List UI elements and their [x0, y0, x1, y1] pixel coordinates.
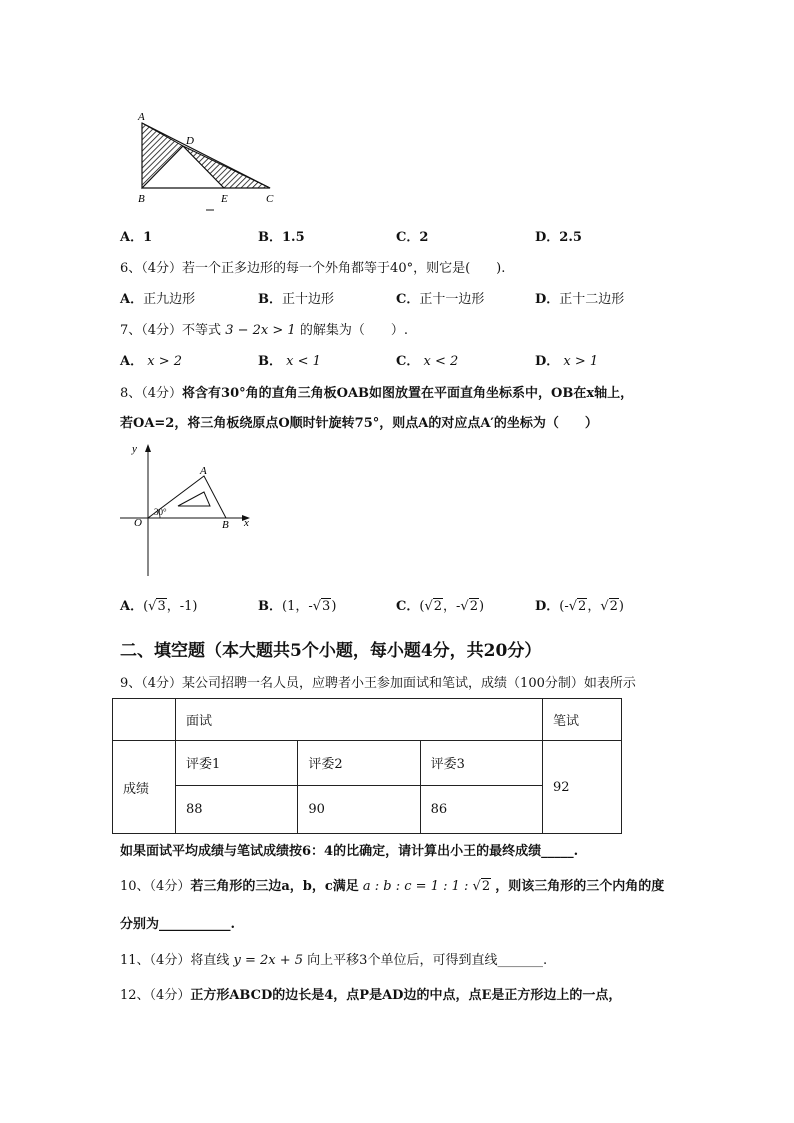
q6-stem: 6、（4分）若一个正多边形的每一个外角都等于40°，则它是( ).: [120, 261, 506, 276]
q6-option-a: A．正九边形: [120, 292, 196, 307]
q6-option-b: B．正十边形: [258, 292, 335, 307]
q7-option-c: C． x < 2: [396, 354, 459, 369]
q9-score-table: [112, 698, 622, 834]
table-header-interview: 面试: [176, 699, 543, 741]
label-d: D: [186, 135, 194, 147]
table-judge-1: 评委1: [176, 741, 298, 785]
table-judge-3-score: 86: [420, 785, 542, 833]
table-row-label-score: 成绩: [113, 741, 176, 834]
q10-answer-line: 分别为___________.: [120, 917, 236, 932]
label-a: A: [138, 111, 145, 123]
q11-stem: 11、（4分）将直线 y = 2x + 5 向上平移3个单位后，可得到直线_______.: [120, 953, 548, 968]
q8-option-d: D．(-√2，√2): [535, 599, 624, 614]
q8-option-b: B．(1，-√3): [258, 599, 337, 614]
q9-stem: 9、（4分）某公司招聘一名人员，应聘者小王参加面试和笔试，成绩（100分制）如表所示: [120, 676, 636, 691]
q9-question: 如果面试平均成绩与笔试成绩按6：4的比确定，请计算出小王的最终成绩_____.: [120, 844, 579, 859]
label-o: O: [134, 517, 142, 529]
q8-option-a: A．(√3，-1): [120, 599, 198, 614]
table-header-written: 笔试: [543, 699, 622, 741]
q11-equation: y = 2x + 5: [233, 953, 304, 968]
q7-inequality: 3 − 2x > 1: [225, 323, 296, 338]
q10-stem: 10、（4分）若三角形的三边a，b，c满足 a : b : c = 1 : 1 : √2 ，则该三角形的三个内角的度: [120, 879, 665, 894]
table-judge-2-score: 90: [298, 785, 420, 833]
table-judge-2: 评委2: [298, 741, 420, 785]
q10-ratio: a : b : c = 1 : 1 :: [362, 879, 473, 894]
q8-coordinate-figure: [118, 440, 258, 580]
label-b: B: [222, 519, 229, 531]
angle-label: 30°: [154, 507, 167, 517]
q12-stem: 12、（4分）正方形ABCD的边长是4，点P是AD边的中点，点E是正方形边上的一点，: [120, 988, 622, 1003]
q8-option-c: C．(√2，-√2): [396, 599, 485, 614]
table-written-score: 92: [543, 741, 622, 834]
q5-option-d: D．2.5: [535, 230, 582, 245]
q8-stem-line1: 8、（4分）将含有30°角的直角三角板OAB如图放置在平面直角坐标系中，OB在x轴上，: [120, 386, 634, 401]
label-b: B: [138, 193, 145, 205]
axis-label-x: x: [244, 517, 249, 529]
q5-option-b: B．1.5: [258, 230, 305, 245]
q7-option-a: A． x > 2: [120, 354, 182, 369]
q7-option-b: B． x < 1: [258, 354, 321, 369]
q8-stem-line2: 若OA=2，将三角板绕原点O顺时针旋转75°，则点A的对应点A′的坐标为（ ）: [120, 416, 598, 431]
q5-option-a: A．1: [120, 230, 153, 245]
label-a: A: [200, 465, 207, 477]
triangle-inner: [178, 492, 210, 506]
q6-option-c: C．正十一边形: [396, 292, 485, 307]
label-c: C: [266, 193, 274, 205]
q6-option-d: D．正十二边形: [535, 292, 625, 307]
q5-option-c: C．2: [396, 230, 429, 245]
section-2-heading: 二、填空题（本大题共5个小题，每小题4分，共20分）: [120, 641, 542, 661]
table-judge-1-score: 88: [176, 785, 298, 833]
q7-stem: 7、（4分）不等式 3 − 2x > 1 的解集为（ ）.: [120, 323, 408, 338]
q7-option-d: D． x > 1: [535, 354, 599, 369]
table-corner-cell: [113, 699, 176, 741]
q5-triangle-figure: [128, 108, 288, 218]
axis-label-y: y: [132, 443, 137, 455]
label-e: E: [221, 193, 228, 205]
table-judge-3: 评委3: [420, 741, 542, 785]
